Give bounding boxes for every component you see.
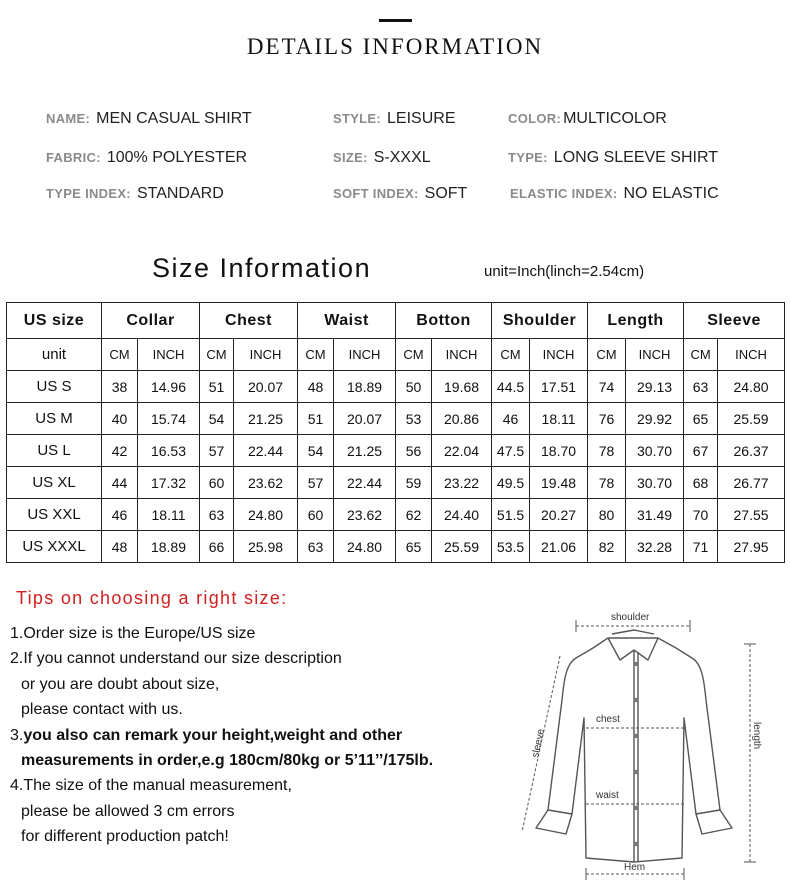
unit-cm: CM [588,339,626,371]
size-cell: 22.44 [334,467,396,499]
unit-inch: INCH [138,339,200,371]
size-cell: 46 [492,403,530,435]
header-group: Chest [200,303,298,339]
unit-note: unit=Inch(linch=2.54cm) [484,263,645,280]
size-cell: 57 [200,435,234,467]
attr-fabric: FABRIC: 100% POLYESTER [46,149,248,166]
size-cell: 15.74 [138,403,200,435]
size-cell: 76 [588,403,626,435]
size-cell: 25.59 [432,531,492,563]
size-cell: 22.04 [432,435,492,467]
unit-cm: CM [102,339,138,371]
size-cell: 21.25 [234,403,298,435]
size-cell: 60 [200,467,234,499]
tip-line: or you are doubt about size, [21,676,220,693]
size-cell: 25.98 [234,531,298,563]
label-length: length [751,722,762,750]
size-cell: 78 [588,467,626,499]
size-cell: 24.80 [234,499,298,531]
size-cell: 56 [396,435,432,467]
table-row [7,435,785,467]
unit-cm: CM [396,339,432,371]
size-cell: 50 [396,371,432,403]
size-label: US L [7,435,102,467]
size-cell: 16.53 [138,435,200,467]
size-cell: 20.07 [334,403,396,435]
size-cell: 32.28 [626,531,684,563]
size-label: US XXXL [7,531,102,563]
label-hem: Hem [624,862,646,873]
size-cell: 26.37 [718,435,785,467]
details-title: DETAILS INFORMATION [246,34,544,59]
size-cell: 30.70 [626,467,684,499]
size-cell: 47.5 [492,435,530,467]
table-body [7,371,785,563]
tip-line: please be allowed 3 cm errors [21,803,235,820]
size-cell: 29.92 [626,403,684,435]
unit-inch: INCH [432,339,492,371]
size-cell: 20.27 [530,499,588,531]
attr-name: NAME: MEN CASUAL SHIRT [46,110,252,127]
size-cell: 18.11 [530,403,588,435]
size-cell: 63 [298,531,334,563]
size-cell: 18.11 [138,499,200,531]
size-cell: 54 [298,435,334,467]
unit-inch: INCH [530,339,588,371]
tip-line: 3.you also can remark your height,weight and other [10,727,403,744]
table-unit-row [7,339,785,371]
size-cell: 38 [102,371,138,403]
size-cell: 48 [298,371,334,403]
size-cell: 53 [396,403,432,435]
size-cell: 27.55 [718,499,785,531]
size-cell: 60 [298,499,334,531]
attr-size: SIZE: S-XXXL [333,149,431,166]
size-cell: 20.07 [234,371,298,403]
size-cell: 44 [102,467,138,499]
size-cell: 21.25 [334,435,396,467]
unit-label: unit [7,339,102,371]
unit-inch: INCH [718,339,785,371]
size-cell: 51 [298,403,334,435]
table-header-row [7,303,785,339]
size-cell: 29.13 [626,371,684,403]
label-chest: chest [596,714,620,725]
length-arrow [744,644,756,862]
table-row [7,499,785,531]
size-label: US XXL [7,499,102,531]
unit-cm: CM [298,339,334,371]
size-cell: 82 [588,531,626,563]
attr-color: COLOR: MULTICOLOR [508,110,667,127]
tip-line: please contact with us. [21,701,183,718]
size-cell: 74 [588,371,626,403]
table-row [7,467,785,499]
size-cell: 17.32 [138,467,200,499]
attr-type: TYPE: LONG SLEEVE SHIRT [508,149,718,166]
size-cell: 48 [102,531,138,563]
tip-line: for different production patch! [21,828,229,845]
attr-elastic-index: ELASTIC INDEX: NO ELASTIC [510,185,719,202]
label-sleeve: sleeve [530,728,547,759]
table-row [7,531,785,563]
size-cell: 22.44 [234,435,298,467]
size-cell: 54 [200,403,234,435]
header-group: Shoulder [492,303,588,339]
size-table [6,302,785,563]
size-cell: 14.96 [138,371,200,403]
size-cell: 51.5 [492,499,530,531]
size-cell: 70 [684,499,718,531]
unit-cm: CM [492,339,530,371]
size-cell: 30.70 [626,435,684,467]
size-cell: 63 [200,499,234,531]
unit-cm: CM [200,339,234,371]
header-group: Sleeve [684,303,785,339]
size-cell: 27.95 [718,531,785,563]
table-row [7,403,785,435]
size-cell: 19.48 [530,467,588,499]
size-label: US XL [7,467,102,499]
size-cell: 51 [200,371,234,403]
size-cell: 18.70 [530,435,588,467]
size-cell: 40 [102,403,138,435]
size-cell: 23.62 [334,499,396,531]
size-title: Size Information [152,253,372,283]
size-cell: 67 [684,435,718,467]
unit-cm: CM [684,339,718,371]
size-cell: 26.77 [718,467,785,499]
size-cell: 23.22 [432,467,492,499]
size-cell: 21.06 [530,531,588,563]
size-cell: 20.86 [432,403,492,435]
size-cell: 44.5 [492,371,530,403]
tip-line: 2.If you cannot understand our size description [10,650,342,667]
shirt-measurement-diagram [508,600,778,890]
label-waist: waist [596,790,619,801]
size-label: US S [7,371,102,403]
tip-line: measurements in order,e.g 180cm/80kg or 5’11’’/175lb. [21,752,434,769]
label-shoulder: shoulder [611,612,650,623]
size-cell: 24.80 [718,371,785,403]
size-cell: 57 [298,467,334,499]
size-cell: 62 [396,499,432,531]
tip-line: 1.Order size is the Europe/US size [10,625,256,642]
unit-inch: INCH [334,339,396,371]
header-group: Collar [102,303,200,339]
size-cell: 18.89 [138,531,200,563]
size-cell: 18.89 [334,371,396,403]
tips-title: Tips on choosing a right size: [16,588,288,608]
size-cell: 80 [588,499,626,531]
unit-inch: INCH [626,339,684,371]
header-us-size: US size [7,303,102,339]
unit-inch: INCH [234,339,298,371]
size-cell: 53.5 [492,531,530,563]
size-cell: 63 [684,371,718,403]
header-group: Botton [396,303,492,339]
size-cell: 49.5 [492,467,530,499]
title-rule [379,19,412,22]
size-cell: 25.59 [718,403,785,435]
size-cell: 24.40 [432,499,492,531]
size-cell: 59 [396,467,432,499]
size-cell: 65 [396,531,432,563]
size-cell: 65 [684,403,718,435]
size-cell: 71 [684,531,718,563]
size-cell: 17.51 [530,371,588,403]
attr-type-index: TYPE INDEX: STANDARD [46,185,224,202]
header-group: Length [588,303,684,339]
table-row [7,371,785,403]
tip-line: 4.The size of the manual measurement, [10,777,292,794]
size-cell: 24.80 [334,531,396,563]
size-cell: 68 [684,467,718,499]
header-group: Waist [298,303,396,339]
size-cell: 23.62 [234,467,298,499]
attr-style: STYLE: LEISURE [333,110,456,127]
size-cell: 66 [200,531,234,563]
attr-soft-index: SOFT INDEX: SOFT [333,185,468,202]
size-cell: 78 [588,435,626,467]
size-label: US M [7,403,102,435]
size-cell: 46 [102,499,138,531]
size-cell: 31.49 [626,499,684,531]
size-cell: 42 [102,435,138,467]
size-cell: 19.68 [432,371,492,403]
